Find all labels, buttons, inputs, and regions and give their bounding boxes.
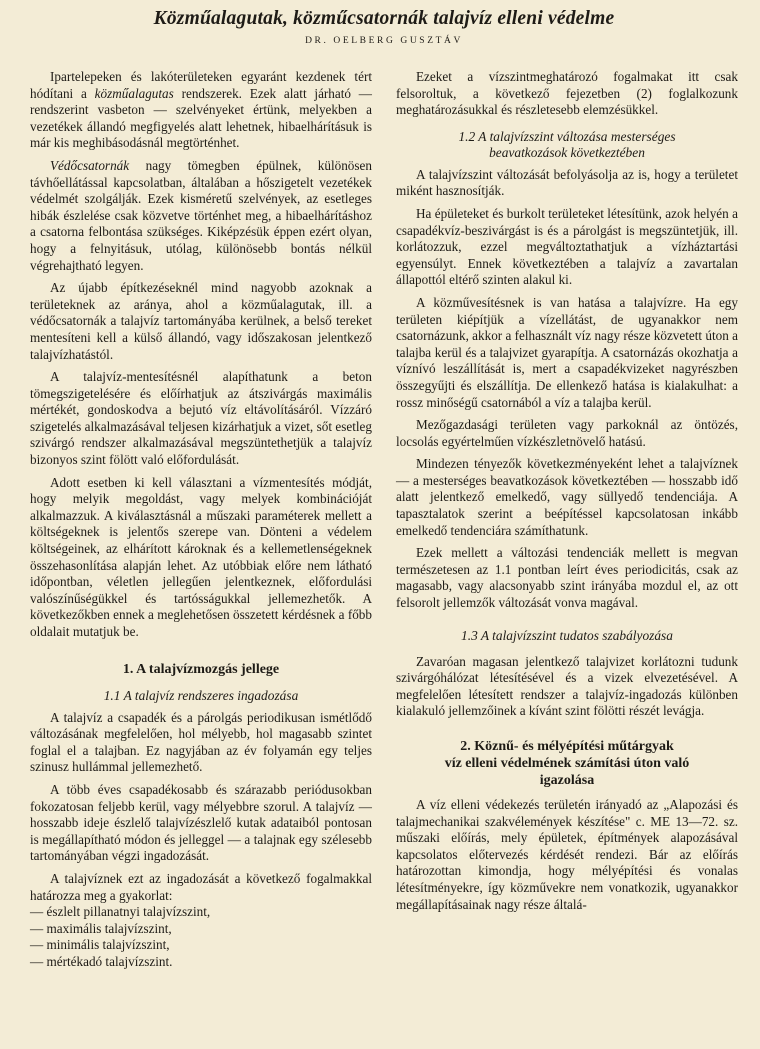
article-title: Közműalagutak, közműcsatornák talajvíz elleni védelme bbox=[153, 8, 615, 29]
section-heading-line2: víz elleni védelmének számítási úton való bbox=[444, 756, 690, 771]
right-column bbox=[396, 69, 738, 971]
paragraph: Mezőgazdasági területen vagy parkoknál az öntözés, locsolás egyértelműen vízkészletnövelő hatású. bbox=[396, 417, 738, 449]
left-column bbox=[30, 69, 372, 971]
list-item: — minimális talajvízszint, bbox=[30, 937, 170, 953]
paragraph: A talajvíz a csapadék és a párolgás periodikusan ismétlődő változásának megfelelően, hol mélyebb, hol magasabb szintet foglal el a talajban. Ez nagyjában az év folyamán egy teljes szinusz hullámmal jellemezhető. bbox=[30, 709, 372, 775]
paragraph: Ezeket a vízszintmeghatározó fogalmakat itt csak felsoroltuk, a következő fejezetben (2) foglalkozunk meghatározásukkal és részletesebb elemzésükkel. bbox=[396, 69, 738, 118]
subsection-heading: 1.3 A talajvízszint tudatos szabályozása bbox=[461, 627, 673, 643]
section-heading: 2. Köznű- és mélyépítési műtárgyak bbox=[460, 739, 674, 754]
section-heading-line3: igazolása bbox=[539, 773, 595, 788]
paragraph: Mindezen tényezők következményeként lehet a talajvíznek — a mesterséges beavatkozások következtében — hosszabb idő alatt jelentkező emelkedő, vagy süllyedő tendenciája. A tapasztalatok szerint a beépítéssel kapcsolatosan inkább emelkedő tendenciára számíthatunk. bbox=[396, 456, 738, 538]
paragraph: Ipartelepeken és lakóterületeken egyaránt kezdenek tért hódítani a közműalagutas rendszerek. Ezek alatt járható — rendszerint vasbeton — szelvényeket értünk, melyekben a vezetékek állandó megfigyelés alatt lehetnek, hibaelhárításuk is már kis meghibásodásnál megtörténhet. bbox=[30, 69, 372, 151]
subsection-heading: 1.2 A talajvízszint változása mesterséges bbox=[458, 128, 676, 144]
subsection-heading: 1.1 A talajvíz rendszeres ingadozása bbox=[103, 687, 299, 703]
list-item: — mértékadó talajvízszint. bbox=[30, 953, 173, 969]
paragraph: A talajvízszint változását befolyásolja az is, hogy a területet miként hasznosítják. bbox=[396, 166, 738, 199]
list-item: — észlelt pillanatnyi talajvízszint, bbox=[30, 904, 211, 920]
paragraph: A közművesítésnek is van hatása a talajvízre. Ha egy területen kiépítjük a vízellátást, de ugyanakkor nem csatornázunk, akkor a felhasznált víz nagy része közvetett úton a talajba kerül és a talajvizet gyarapítja. A csatornázás okozhatja a víznívó leszállítását is, mert a csapadékvizeket nagyrészben összegyűjti és elszállítja. De ellenkező hatása is kialakulhat: a rossz minőségű csatornából a víz a talajba kerül. bbox=[396, 294, 738, 410]
paragraph: A talajvíznek ezt az ingadozását a következő fogalmakkal határozza meg a gyakorlat: bbox=[30, 870, 372, 903]
list-item: — maximális talajvízszint, bbox=[30, 920, 172, 936]
paragraph: A több éves csapadékosabb és szárazabb periódusokban fokozatosan feljebb kerül, vagy mélyebbre szorul. A talajvíz — hosszabb ideje észlelő talajvízészlelő kutak adataiból pontosan is megállapítható módon és jelleggel — a talajnak egy szélesebb tartományában végzi ingadozását. bbox=[30, 781, 372, 864]
article-author: DR. OELBERG GUSZTÁV bbox=[305, 36, 463, 46]
subsection-heading-line2: beavatkozások következtében bbox=[489, 144, 645, 160]
paragraph: Adott esetben ki kell választani a vízmentesítés módját, hogy melyik megoldást, vagy melyek kombinációját alkalmazzuk. A kiválasztásnál a műszaki paraméterek mellett a költségeknek is jelentős szerepe van. Dönteni a védelem költségeinek, az elhárított károknak és a kellemetlenségeknek összehasonlítása alapján lehet. Az utóbbiak előre nem látható időpontban, véletlen jellegűen jelentkeznek, előfordulási valószínűségükkel és tartósságukkal jellemezhetők. A következőkben ennek a meglehetősen összetett kérdésnek a főbb oldalait mutatjuk be. bbox=[30, 474, 372, 639]
paragraph: Ezek mellett a változási tendenciák mellett is megvan természetesen az 1.1 pontban leírt éves periodicitás, csak az magasabb, vagy alacsonyabb szint irányába mozdul el, az ott felsorolt jellemzők változását vonva magával. bbox=[396, 545, 738, 611]
paragraph: Az újabb építkezéseknél mind nagyobb azoknak a területeknek az aránya, ahol a közműalagutak, ill. a védőcsatornák a talajvíz tartományába kerülnek, a belső tereket mentesíteni kell a külső állandó, vagy időszakosan jelentkező talajvízhatástól. bbox=[30, 280, 372, 362]
paragraph: A talajvíz-mentesítésnél alapíthatunk a beton tömegszigetelésére és előírhatjuk az átszivárgás maximális mértékét, gondoskodva a bejutó víz eltávolításáról. Vízzáró szigetelés alkalmazásával teljesen kizárhatjuk a vizet, sőt esetleg szivárgó rendszer alkalmazásával megszüntethetjük a talajvíz bizonyos szint fölött való előfordulását. bbox=[30, 369, 372, 468]
paragraph: Zavaróan magasan jelentkező talajvizet korlátozni tudunk szivárgóhálózat létesítésével és a vizek elvezetésével. A megfelelően létesített rendszer a talajvíz-ingadozás különben kialakuló jellemzőinek a kívánt szint fölötti részét levágja. bbox=[396, 653, 738, 719]
paragraph: Védőcsatornák nagy tömegben épülnek, különösen távhőellátással kapcsolatban, általában a hőszigetelt vezetékek védelmét szolgálják. Ezek kisméretű szelvények, az esetleges hibák észlelése csak közvetve történhet meg, a hibaelhárításhoz a csatorna felbontása szükséges. Kiképzésük éppen ezért olyan, hogy a felnyitásuk, utólag, különösebb bontás nélkül végrehajtható legyen. bbox=[30, 157, 372, 273]
paragraph: Ha épületeket és burkolt területeket létesítünk, azok helyén a csapadékvíz-beszivárgást is és a párolgást is megszüntetjük, ill. korlátozzuk, ezzel megváltoztathatjuk a vízháztartási egyensúlyt. Ennek következtében a talajvíz a zavartalan állapottól eltérő szinten alakul ki. bbox=[396, 205, 738, 288]
section-heading: 1. A talajvízmozgás jellege bbox=[122, 661, 280, 677]
paragraph: A víz elleni védekezés területén irányadó az „Alapozási és talajmechanikai szakvélemények készítése" c. ME 13—72. sz. műszaki előírás, mely épületek, építmények alapozásával kapcsolatos előtervezés kérdését rendezi. Bár az előírás határozottan kimondja, hogy mélyépítési és vonalas létesítményekre, így közművekre nem vonatkozik, ugyanakkor megállapításainak nagy része általá- bbox=[396, 797, 738, 912]
